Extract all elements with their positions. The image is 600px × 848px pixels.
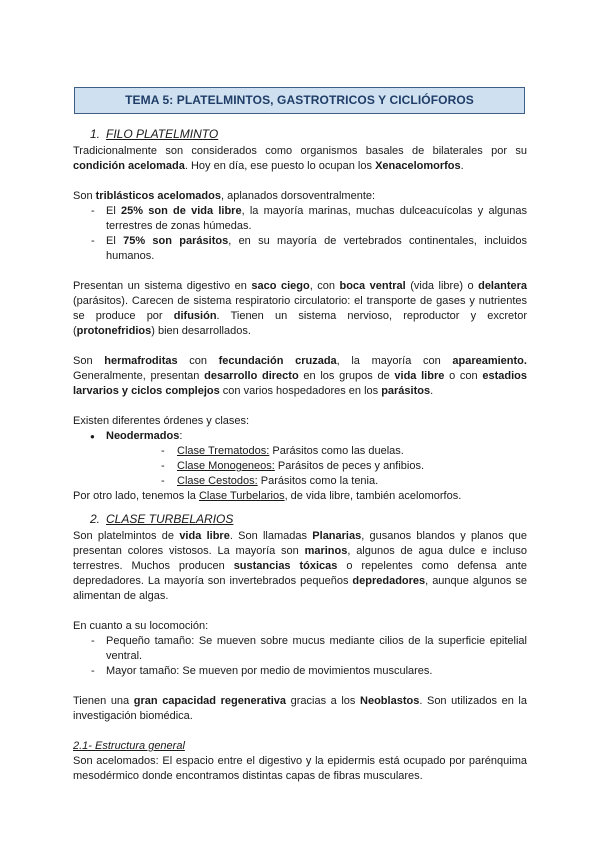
section-number: 2. <box>90 512 101 526</box>
title-box <box>74 87 525 114</box>
list-item: - El 75% son parásitos, en su mayoría de vertebrados continentales, incluidos humanos. <box>73 234 527 264</box>
list-item: - Clase Cestodos: Parásitos como la tenia. <box>106 474 527 489</box>
list-item: - Clase Monogeneos: Parásitos de peces y anfibios. <box>106 459 527 474</box>
paragraph: Por otro lado, tenemos la Clase Turbelarios, de vida libre, también acelomorfos. <box>73 490 462 502</box>
bullet-list <box>73 204 527 264</box>
class-list <box>106 444 527 489</box>
bullet-list <box>73 634 527 679</box>
subsection-heading: 2.1- Estructura general <box>73 740 185 752</box>
section-title: FILO PLATELMINTO <box>106 127 219 141</box>
paragraph: Presentan un sistema digestivo en saco ciego, con boca ventral (vida libre) o delantera (parásitos). Carecen de sistema respiratorio circulatorio: el transporte de gases y nutrientes se produce por difusión. Tienen un sistema nervioso, reproductor y excretor (protonefridios) bien desarrollados. <box>73 280 528 337</box>
document-body <box>73 127 527 784</box>
list-item: - Clase Trematodos: Parásitos como las duelas. <box>106 444 527 459</box>
section-title: CLASE TURBELARIOS <box>106 512 234 526</box>
paragraph: En cuanto a su locomoción: <box>73 620 209 632</box>
section-number: 1. <box>90 127 101 141</box>
list-item-neodermados: ● Neodermados: - Clase Trematodos: Parásitos como las duelas. - Clase Monogeneos: Parásitos de peces y anfibios. - Clase Cestodos: Parásitos como la tenia. <box>73 429 527 489</box>
paragraph: Son hermafroditas con fecundación cruzada, la mayoría con apareamiento. Generalmente, presentan desarrollo directo en los grupos de vida libre o con estadios larvarios y ciclos complejos con varios hospedadores en los parásitos. <box>73 355 527 397</box>
section-heading-filo <box>90 127 527 142</box>
list-item: - Pequeño tamaño: Se mueven sobre mucus mediante cilios de la superficie epitelial ventral. <box>73 634 527 664</box>
paragraph: Existen diferentes órdenes y clases: <box>73 415 250 427</box>
list-item: - Mayor tamaño: Se mueven por medio de movimientos musculares. <box>73 664 527 679</box>
classification-list <box>73 429 527 489</box>
paragraph: Tienen una gran capacidad regenerativa gracias a los Neoblastos. Son utilizados en la investigación biomédica. <box>73 695 527 722</box>
list-item: - El 25% son de vida libre, la mayoría marinas, muchas dulceacuícolas y algunas terrestres de zonas húmedas. <box>73 204 527 234</box>
paragraph: Son platelmintos de vida libre. Son llamadas Planarias, gusanos blandos y planos que presentan colores vistosos. La mayoría son marinos, algunos de agua dulce e incluso terrestres. Muchos producen sustancias tóxicas o repelentes como defensa ante depredadores. La mayoría son invertebrados pequeños depredadores, aunque algunos se alimentan de algas. <box>73 530 528 602</box>
paragraph: Son acelomados: El espacio entre el digestivo y la epidermis está ocupado por parénquima mesodérmico donde encontramos distintas capas de fibras musculares. <box>73 755 527 782</box>
paragraph: Son triblásticos acelomados, aplanados dorsoventralmente: <box>73 190 376 202</box>
paragraph: Tradicionalmente son considerados como organismos basales de bilaterales por su condición acelomada. Hoy en día, ese puesto lo ocupan los Xenacelomorfos. <box>73 145 527 172</box>
document-title: TEMA 5: PLATELMINTOS, GASTROTRICOS Y CICLIÓFOROS <box>125 93 474 107</box>
section-heading-turbelarios <box>90 512 527 527</box>
